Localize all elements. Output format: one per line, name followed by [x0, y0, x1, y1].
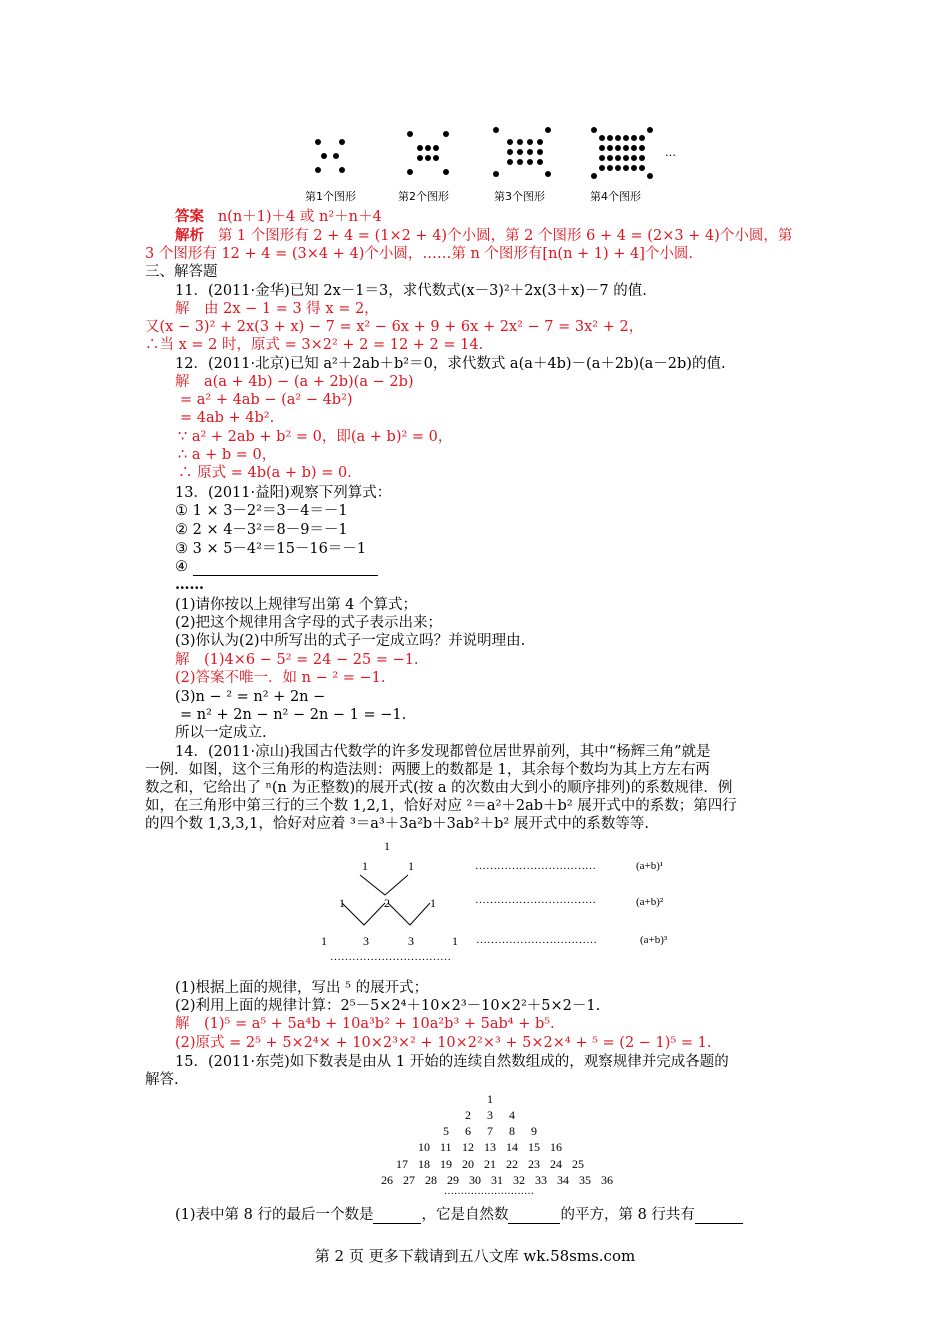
- table-cell: 7: [487, 1124, 493, 1138]
- table-dots: ………………………: [444, 1186, 534, 1197]
- q15-part1-text-c: 的平方，第 8 行共有: [560, 1207, 695, 1223]
- q13-eq4: [175, 558, 378, 576]
- table-cell: 26: [381, 1173, 393, 1187]
- table-cell: 10: [418, 1140, 430, 1154]
- q15-part1-text-a: (1)表中第 8 行的最后一个数是: [175, 1207, 374, 1223]
- analysis-text-1: 第 1 个图形有 2 + 4 = (1×2 + 4)个小圆，第 2 个图形 6 + 4 = (2×3 + 4)个小圆，第: [217, 228, 793, 244]
- q12-solution-5: ∴ a + b = 0，: [178, 447, 277, 463]
- q12-solution-3: = 4ab + 4b².: [180, 410, 275, 426]
- figure-1-label: 第1个图形: [305, 190, 356, 203]
- figure-4-dots: [591, 127, 653, 179]
- q14-answer-1: 解 (1)⁵ = a⁵ + 5a⁴b + 10a³b² + 10a²b³ + 5ab⁴ + b⁵.: [175, 1016, 555, 1032]
- q14-part1: (1)根据上面的规律，写出 ⁵ 的展开式；: [175, 980, 429, 996]
- q13-answer-4: = n² + 2n − n² − 2n − 1 = −1.: [180, 707, 407, 723]
- table-cell: 6: [465, 1124, 471, 1138]
- q12-solution-2: = a² + 4ab − (a² − 4b²): [180, 392, 353, 408]
- table-cell: 25: [572, 1157, 584, 1171]
- figure-3-label: 第3个图形: [494, 190, 545, 203]
- table-cell: 35: [579, 1173, 591, 1187]
- answer-label: 答案: [175, 208, 204, 225]
- triangle-connector-lines: [330, 865, 460, 935]
- figure-ellipsis: …: [665, 146, 676, 159]
- table-cell: 17: [396, 1157, 408, 1171]
- table-cell: 24: [550, 1157, 562, 1171]
- table-cell: 1: [487, 1092, 493, 1106]
- q11-solution-3: ∴当 x = 2 时，原式 = 3×2² + 2 = 12 + 2 = 14.: [145, 337, 484, 353]
- q13-part1: (1)请你按以上规律写出第 4 个算式；: [175, 597, 417, 613]
- q14-line-3: 数之和，它给出了 ⁿ(n 为正整数)的展开式(按 a 的次数由大到小的顺序排列)的系数规律．例: [145, 780, 733, 796]
- table-cell: 18: [418, 1157, 430, 1171]
- q13-answer-3: (3)n − ² = n² + 2n −: [175, 689, 326, 705]
- table-cell: 22: [506, 1157, 518, 1171]
- expansion-label-3: (a+b)³: [640, 934, 668, 946]
- q10-analysis-line2: 3 个图形有 12 + 4 = (3×4 + 4)个小圆，……第 n 个图形有[n(n + 1) + 4]个小圆.: [145, 246, 694, 262]
- q13-stem: 13．(2011·益阳)观察下列算式：: [175, 485, 392, 501]
- q14-answer-2: (2)原式 = 2⁵ + 5×2⁴× + 10×2³×² + 10×2²×³ + 5×2×⁴ + ⁵ = (2 − 1)⁵ = 1.: [175, 1035, 712, 1051]
- q13-ellipsis: ……: [175, 576, 204, 593]
- q11-solution-2: 又(x − 3)² + 2x(3 + x) − 7 = x² − 6x + 9 + 6x + 2x² − 7 = 3x² + 2，: [145, 319, 644, 335]
- table-cell: 31: [491, 1173, 503, 1187]
- table-cell: 21: [484, 1157, 496, 1171]
- q15-blank-1[interactable]: [373, 1209, 421, 1224]
- q10-analysis-line1: [175, 227, 792, 245]
- q14-line-1: 14．(2011·凉山)我国古代数学的许多发现都曾位居世界前列，其中“杨辉三角”就是: [175, 744, 711, 760]
- triangle-row2-num1: 1: [362, 859, 368, 873]
- table-cell: 3: [487, 1108, 493, 1122]
- expansion-label-2: (a+b)²: [636, 896, 664, 908]
- table-cell: 15: [528, 1140, 540, 1154]
- dots-row3: ……………………………: [476, 934, 597, 946]
- section-heading: 三、解答题: [145, 264, 218, 280]
- table-cell: 19: [440, 1157, 452, 1171]
- table-cell: 30: [469, 1173, 481, 1187]
- table-cell: 13: [484, 1140, 496, 1154]
- triangle-bottom-dots: ……………………………: [330, 951, 451, 963]
- q13-answer-5: 所以一定成立.: [175, 725, 267, 741]
- q13-answer-2: (2)答案不唯一．如 n − ² = −1.: [175, 670, 386, 686]
- q11-solution-1: 解 由 2x − 1 = 3 得 x = 2，: [175, 301, 379, 317]
- table-cell: 28: [425, 1173, 437, 1187]
- dots-row1: ……………………………: [475, 860, 596, 872]
- table-cell: 16: [550, 1140, 562, 1154]
- table-cell: 34: [557, 1173, 569, 1187]
- table-cell: 11: [440, 1140, 452, 1154]
- table-cell: 27: [403, 1173, 415, 1187]
- triangle-row3-num1: 1: [339, 896, 345, 910]
- triangle-row3-num2: 2: [384, 896, 390, 910]
- q13-eq4-blank[interactable]: [193, 561, 378, 576]
- q14-line-4: 如，在三角形中第三行的三个数 1,2,1，恰好对应 ²＝a²＋2ab＋b² 展开式中的系数；第四行: [145, 798, 737, 814]
- page-footer: 第 2 页 更多下载请到五八文库 wk.58sms.com: [314, 1247, 636, 1265]
- q14-part2: (2)利用上面的规律计算：2⁵－5×2⁴＋10×2³－10×2²＋5×2－1.: [175, 998, 601, 1014]
- table-cell: 5: [443, 1124, 449, 1138]
- table-cell: 2: [465, 1108, 471, 1122]
- table-cell: 23: [528, 1157, 540, 1171]
- dots-row2: ……………………………: [475, 894, 596, 906]
- figure-1-dots: [315, 139, 345, 173]
- q14-line-2: 一例．如图，这个三角形的构造法则：两腰上的数都是 1，其余每个数均为其上方左右两: [145, 762, 710, 778]
- q15-part1-text-b: ，它是自然数: [421, 1207, 509, 1223]
- q13-answer-1: 解 (1)4×6 − 5² = 24 − 25 = −1.: [175, 652, 419, 668]
- figure-3-dots: [493, 127, 551, 177]
- q13-part3: (3)你认为(2)中所写出的式子一定成立吗？并说明理由.: [175, 633, 526, 649]
- table-cell: 4: [509, 1108, 515, 1122]
- table-cell: 20: [462, 1157, 474, 1171]
- q12-solution-4: ∵ a² + 2ab + b² = 0，即(a + b)² = 0，: [178, 429, 453, 445]
- q13-eq1: ① 1 × 3－2²＝3－4＝－1: [175, 503, 348, 519]
- q11-stem: 11．(2011·金华)已知 2x－1＝3，求代数式(x－3)²＋2x(3＋x)－7 的值.: [175, 283, 647, 299]
- answer-text: n(n＋1)＋4 或 n²＋n＋4: [217, 209, 382, 225]
- triangle-row4-num4: 1: [452, 934, 458, 948]
- figure-4-label: 第4个图形: [590, 190, 641, 203]
- table-cell: 14: [506, 1140, 518, 1154]
- q15-line-1: 15．(2011·东莞)如下数表是由从 1 开始的连续自然数组成的，观察规律并完成各题的: [175, 1054, 729, 1070]
- q14-line-5: 的四个数 1,3,3,1，恰好对应着 ³＝a³＋3a²b＋3ab²＋b² 展开式中的系数等等.: [145, 816, 649, 832]
- triangle-row4-num3: 3: [408, 934, 414, 948]
- table-cell: 8: [509, 1124, 515, 1138]
- triangle-row4-num1: 1: [321, 934, 327, 948]
- q12-solution-1: 解 a(a + 4b) − (a + 2b)(a − 2b): [175, 374, 414, 390]
- table-cell: 36: [601, 1173, 613, 1187]
- q10-answer: [175, 208, 382, 226]
- q13-eq2: ② 2 × 4－3²＝8－9＝－1: [175, 522, 348, 538]
- table-cell: 9: [531, 1124, 537, 1138]
- triangle-row2-num2: 1: [408, 859, 414, 873]
- figure-2-label: 第2个图形: [398, 190, 449, 203]
- q13-part2: (2)把这个规律用含字母的式子表示出来；: [175, 615, 443, 631]
- triangle-row3-num3: 1: [430, 896, 436, 910]
- table-cell: 12: [462, 1140, 474, 1154]
- q15-blank-3[interactable]: [695, 1209, 743, 1224]
- table-cell: 29: [447, 1173, 459, 1187]
- q12-solution-6: ∴ 原式 = 4b(a + b) = 0.: [178, 465, 352, 481]
- triangle-row1-num1: 1: [384, 839, 390, 853]
- q13-eq4-marker: ④: [175, 559, 188, 575]
- table-cell: 32: [513, 1173, 525, 1187]
- expansion-label-1: (a+b)¹: [636, 860, 664, 872]
- q13-eq3: ③ 3 × 5－4²＝15－16＝－1: [175, 541, 367, 557]
- q15-part1: [175, 1206, 743, 1224]
- q12-stem: 12．(2011·北京)已知 a²＋2ab＋b²＝0，求代数式 a(a＋4b)－(a＋2b)(a－2b)的值.: [175, 356, 726, 372]
- triangle-row4-num2: 3: [363, 934, 369, 948]
- analysis-label: 解析: [175, 227, 204, 244]
- table-cell: 33: [535, 1173, 547, 1187]
- q15-line-2: 解答.: [145, 1072, 179, 1088]
- figure-2-dots: [407, 131, 449, 175]
- q15-blank-2[interactable]: [508, 1209, 560, 1224]
